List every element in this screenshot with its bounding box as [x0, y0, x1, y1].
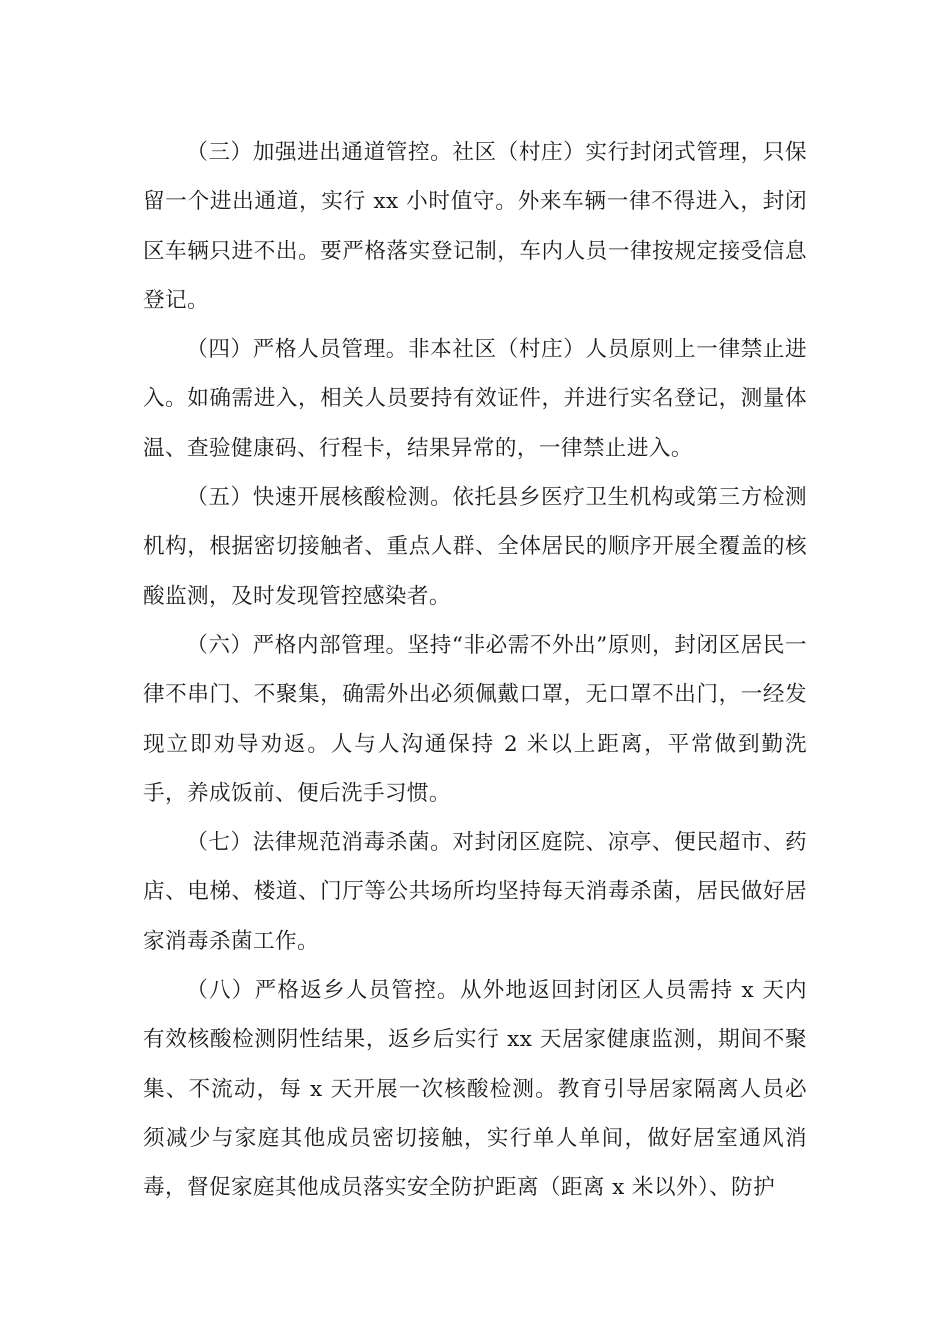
- paragraph-3-access-control: （三）加强进出通道管控。社区（村庄）实行封闭式管理，只保留一个进出通道，实行 xx 小时值守。外来车辆一律不得进入，封闭区车辆只进不出。要严格落实登记制，车内人员一律按规定接受信息登记。: [143, 140, 807, 313]
- paragraph-8-returnee-control: （八）严格返乡人员管控。从外地返回封闭区人员需持 x 天内有效核酸检测阴性结果，返乡后实行 xx 天居家健康监测，期间不聚集、不流动，每 x 天开展一次核酸检测。教育引导居家隔离人员必须减少与家庭其他成员密切接触，实行单人单间，做好居室通风消毒，督促家庭其他成员落实安全防护距离（距离 x 米以外）、防护: [143, 978, 807, 1201]
- paragraph-7-disinfection: （七）法律规范消毒杀菌。对封闭区庭院、凉亭、便民超市、药店、电梯、楼道、门厅等公共场所均坚持每天消毒杀菌，居民做好居家消毒杀菌工作。: [143, 830, 807, 954]
- paragraph-4-personnel-management: （四）严格人员管理。非本社区（村庄）人员原则上一律禁止进入。如确需进入，相关人员要持有效证件，并进行实名登记，测量体温、查验健康码、行程卡，结果异常的，一律禁止进入。: [143, 337, 807, 461]
- paragraph-6-internal-management: （六）严格内部管理。坚持“非必需不外出”原则，封闭区居民一律不串门、不聚集，确需外出必须佩戴口罩，无口罩不出门，一经发现立即劝导劝返。人与人沟通保持 2 米以上距离，平常做到勤洗手，养成饭前、便后洗手习惯。: [143, 632, 807, 806]
- paragraph-5-nucleic-acid-testing: （五）快速开展核酸检测。依托县乡医疗卫生机构或第三方检测机构，根据密切接触者、重点人群、全体居民的顺序开展全覆盖的核酸监测，及时发现管控感染者。: [143, 485, 807, 609]
- document-body: [143, 128, 807, 1213]
